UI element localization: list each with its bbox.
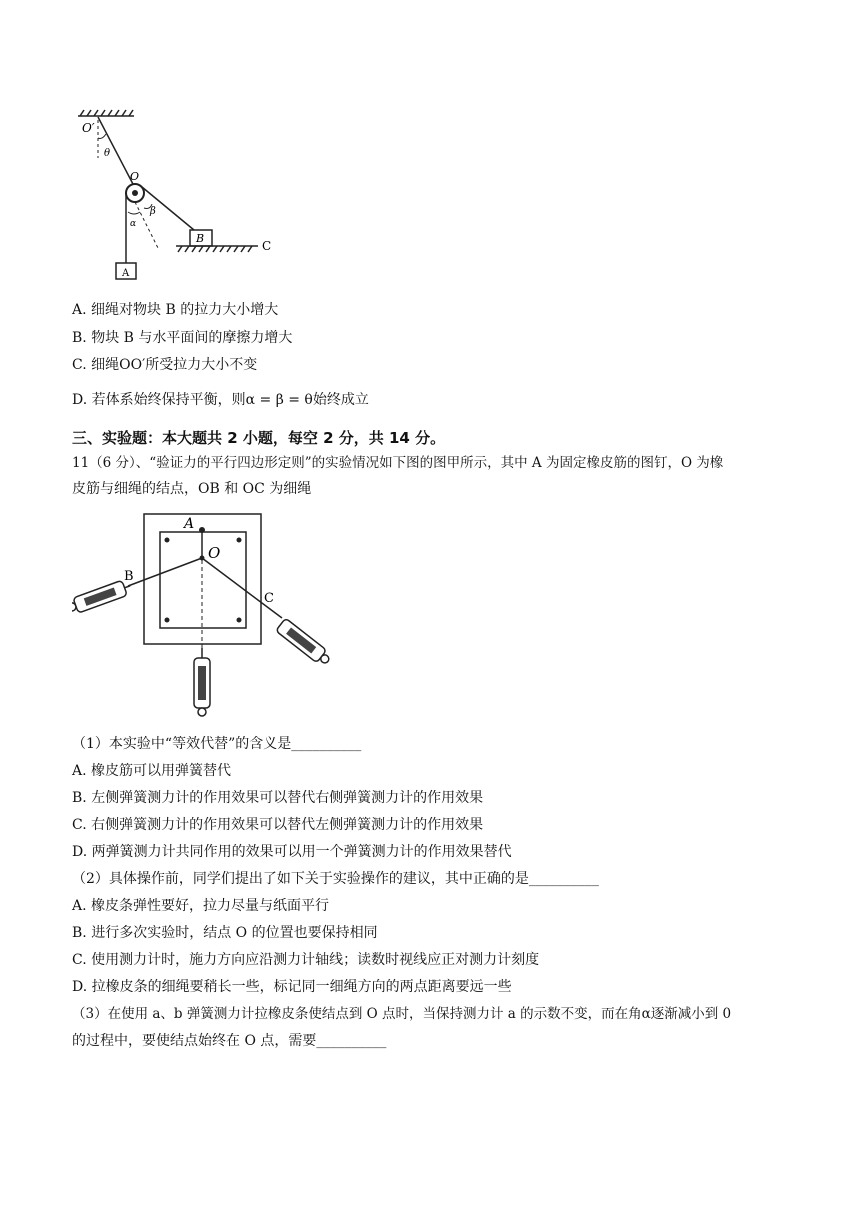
label-b: B — [124, 569, 134, 584]
sub2-option-d: D. 拉橡皮条的细绳要稍长一些，标记同一细绳方向的两点距离要远一些 — [72, 979, 512, 995]
label-o-point: O — [208, 544, 221, 562]
label-theta: θ — [104, 148, 111, 159]
sub1-option-b: B. 左侧弹簧测力计的作用效果可以替代右侧弹簧测力计的作用效果 — [72, 790, 484, 806]
sub2-option-c: C. 使用测力计时，施力方向应沿测力计轴线；读数时视线应正对测力计刻度 — [72, 952, 540, 968]
q10-option-d: D. 若体系始终保持平衡，则α = β = θ始终成立 — [72, 392, 369, 408]
board-inner — [160, 532, 246, 628]
label-o-prime: O′ — [82, 121, 95, 135]
spring-scale-bottom — [194, 648, 210, 716]
ceiling — [78, 110, 134, 116]
label-c: C — [264, 591, 274, 606]
sub2-question: （2）具体操作前，同学们提出了如下关于实验操作的建议，其中正确的是__________ — [72, 871, 599, 887]
sub1-option-d: D. 两弹簧测力计共同作用的效果可以用一个弹簧测力计的作用效果替代 — [72, 844, 512, 860]
q11-stem-line1: 11（6 分）、“验证力的平行四边形定则”的实验情况如下图的图甲所示，其中 A 为固定橡皮筋的图钉，O 为橡 — [72, 455, 724, 471]
q10-option-b: B. 物块 B 与水平面间的摩擦力增大 — [72, 330, 293, 346]
q11-stem-line2: 皮筋与细绳的结点，OB 和 OC 为细绳 — [72, 481, 312, 497]
sub1-question: （1）本实验中“等效代替”的含义是__________ — [72, 736, 362, 752]
sub2-option-b: B. 进行多次实验时，结点 O 的位置也要保持相同 — [72, 925, 378, 941]
ground — [176, 246, 258, 252]
q10-option-c: C. 细绳OO′所受拉力大小不变 — [72, 357, 258, 373]
label-a-point: A — [184, 516, 195, 532]
label-hanging-a: A — [122, 268, 130, 279]
figure-force-experiment — [72, 508, 342, 720]
spring-scale-c — [276, 618, 333, 668]
figure-pulley-system — [72, 108, 292, 288]
label-o: O — [130, 170, 140, 183]
sub2-option-a: A. 橡皮条弹性要好，拉力尽量与纸面平行 — [72, 898, 330, 914]
section3-heading: 三、实验题：本大题共 2 小题，每空 2 分，共 14 分。 — [72, 429, 446, 447]
label-c: C — [262, 239, 272, 253]
sub3-line2: 的过程中，要使结点始终在 O 点，需要__________ — [72, 1033, 387, 1049]
q10-option-a: A. 细绳对物块 B 的拉力大小增大 — [72, 302, 279, 318]
sub1-option-a: A. 橡皮筋可以用弹簧替代 — [72, 763, 232, 779]
label-block-b: B — [196, 232, 205, 245]
sub3-line1: （3）在使用 a、b 弹簧测力计拉橡皮条使结点到 O 点时，当保持测力计 a 的示数不变，而在角α逐渐减小到 0 — [72, 1006, 732, 1022]
label-alpha: α — [130, 219, 137, 229]
label-beta: β — [150, 206, 156, 217]
sub1-option-c: C. 右侧弹簧测力计的作用效果可以替代左侧弹簧测力计的作用效果 — [72, 817, 484, 833]
